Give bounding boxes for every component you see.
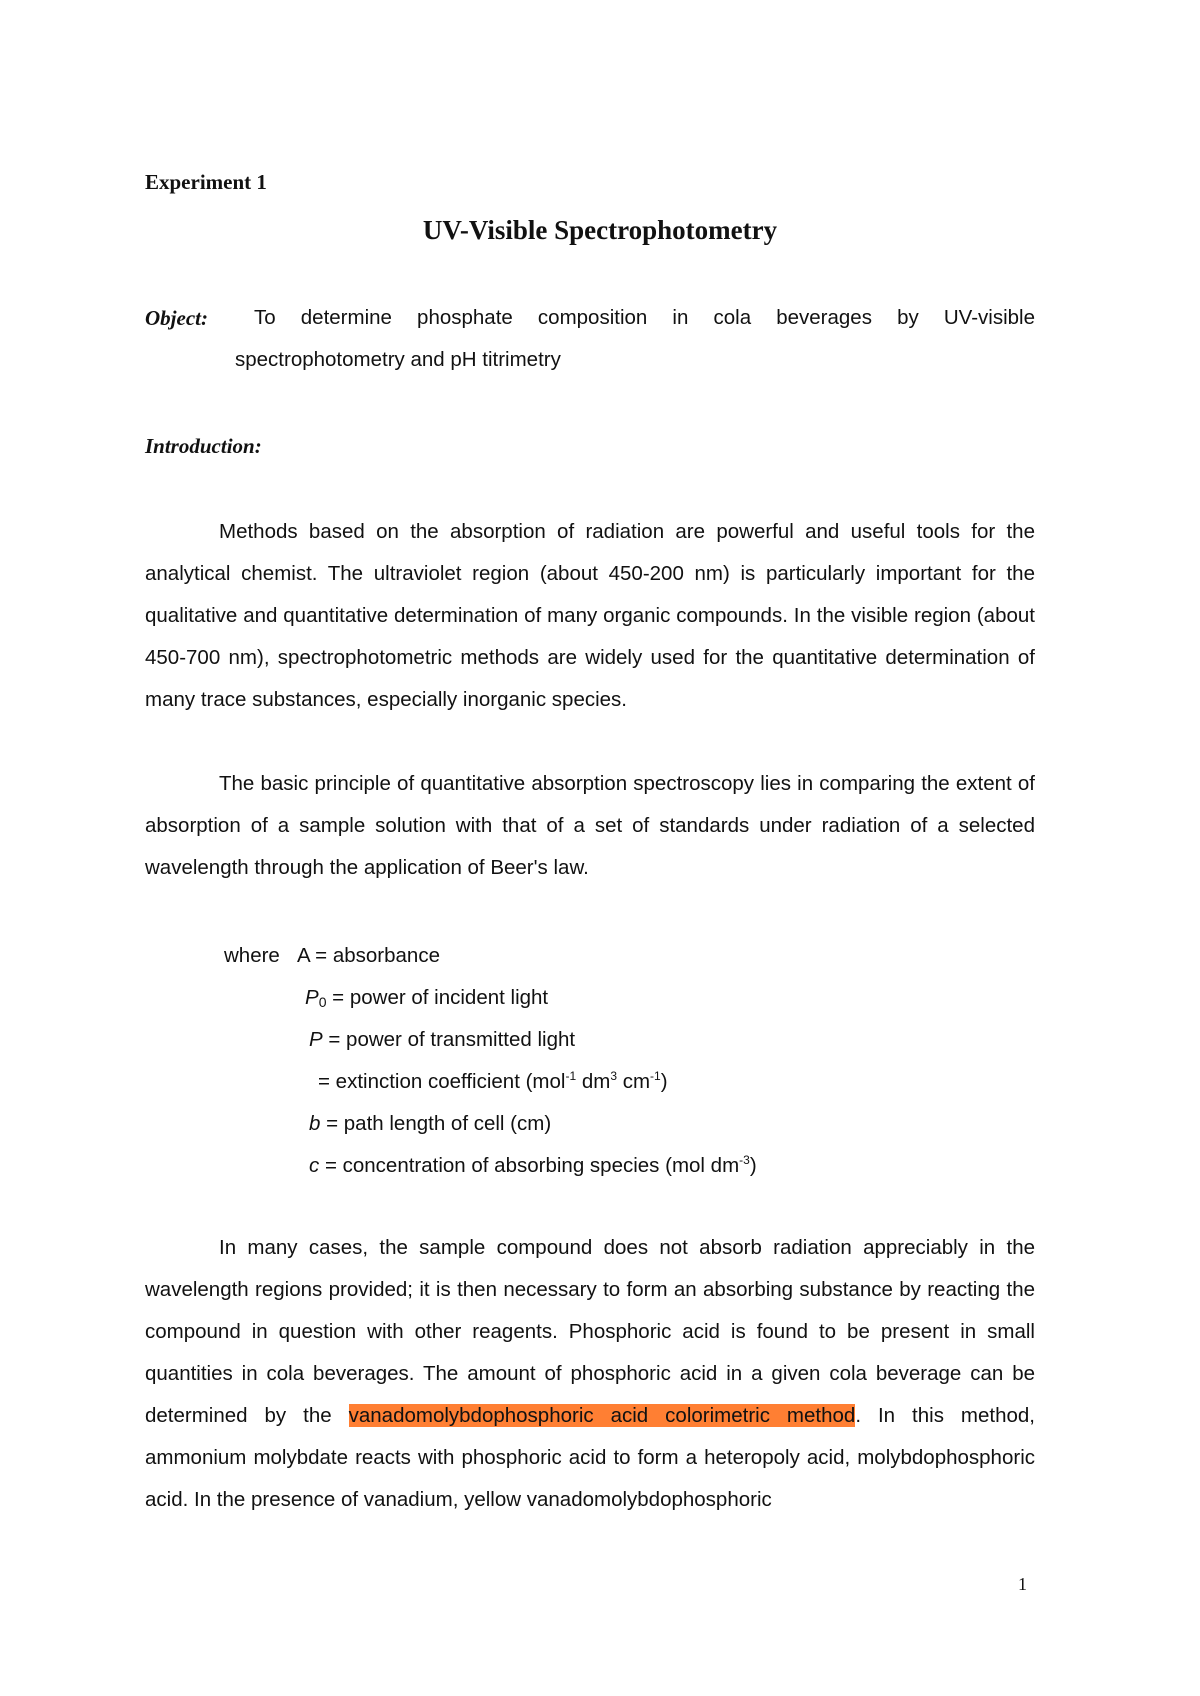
symbol-p0: $P_0$ [305, 986, 327, 1010]
symbol-p: P [309, 1028, 323, 1051]
definition-extinction-coefficient: = extinction coefficient (mol$^{-1}$ $dm^3$ $cm^{-1}$) [318, 1069, 668, 1093]
where-label: where [224, 944, 280, 967]
symbol-a: A [296, 944, 310, 967]
definition-absorbance [224, 944, 440, 968]
definition-text: = absorbance [309, 944, 440, 967]
definition-text: = power of incident light [326, 986, 549, 1009]
document-title: UV-Visible Spectrophotometry [422, 215, 778, 245]
object-label: Object: [145, 306, 208, 330]
introduction-paragraph-1 [145, 511, 1035, 721]
method-paragraph [145, 1227, 1035, 1521]
highlighted-method-name: vanadomolybdophosphoric acid colorimetric method [348, 1404, 856, 1427]
definition-text: = power of transmitted light [322, 1028, 576, 1051]
experiment-label: Experiment 1 [145, 170, 267, 194]
object-text-line1: To determine phosphate composition in cola beverages by UV-visible [254, 306, 1035, 329]
definition-incident-power [305, 986, 548, 1010]
symbol-c: c [309, 1154, 320, 1177]
paragraph-text: . In this method, ammonium molybdate reacts with phosphoric acid to form a heteropoly acid, molybdophosphoric acid. In the presence of vanadium, yellow vanadomolybdophosphoric [145, 1404, 1035, 1511]
page-number: 1 [1018, 1574, 1027, 1594]
definition-path-length [309, 1112, 551, 1136]
definition-text: = path length of cell (cm) [320, 1112, 552, 1135]
definition-transmitted-power [309, 1028, 575, 1052]
paragraph-text: Methods based on the absorption of radiation are powerful and useful tools for the analytical chemist. The ultraviolet region (about 450-200 nm) is particularly important for the qualitative and quantitative determination of many organic compounds. In the visible region (about 450-700 nm), spectrophotometric methods are widely used for the quantitative determination of many trace substances, especially inorganic species. [145, 520, 1035, 711]
symbol-b: b [309, 1112, 321, 1135]
definition-concentration: c = concentration of absorbing species (mol $dm^{-3}$) [309, 1153, 757, 1177]
introduction-heading: Introduction: [145, 434, 262, 458]
paragraph-text: In many cases, the sample compound does not absorb radiation appreciably in the wavelength regions provided; it is then necessary to form an absorbing substance by reacting the compound in question with other reagents. Phosphoric acid is found to be present in small quantities in cola beverages. The amount of phosphoric acid in a given cola beverage can be determined by the [145, 1236, 1035, 1427]
object-text-line2: spectrophotometry and pH titrimetry [235, 348, 561, 371]
introduction-paragraph-2 [145, 763, 1035, 889]
paragraph-text: The basic principle of quantitative absorption spectroscopy lies in comparing the extent of absorption of a sample solution with that of a set of standards under radiation of a selected wavelength through the application of Beer's law. [145, 772, 1035, 879]
